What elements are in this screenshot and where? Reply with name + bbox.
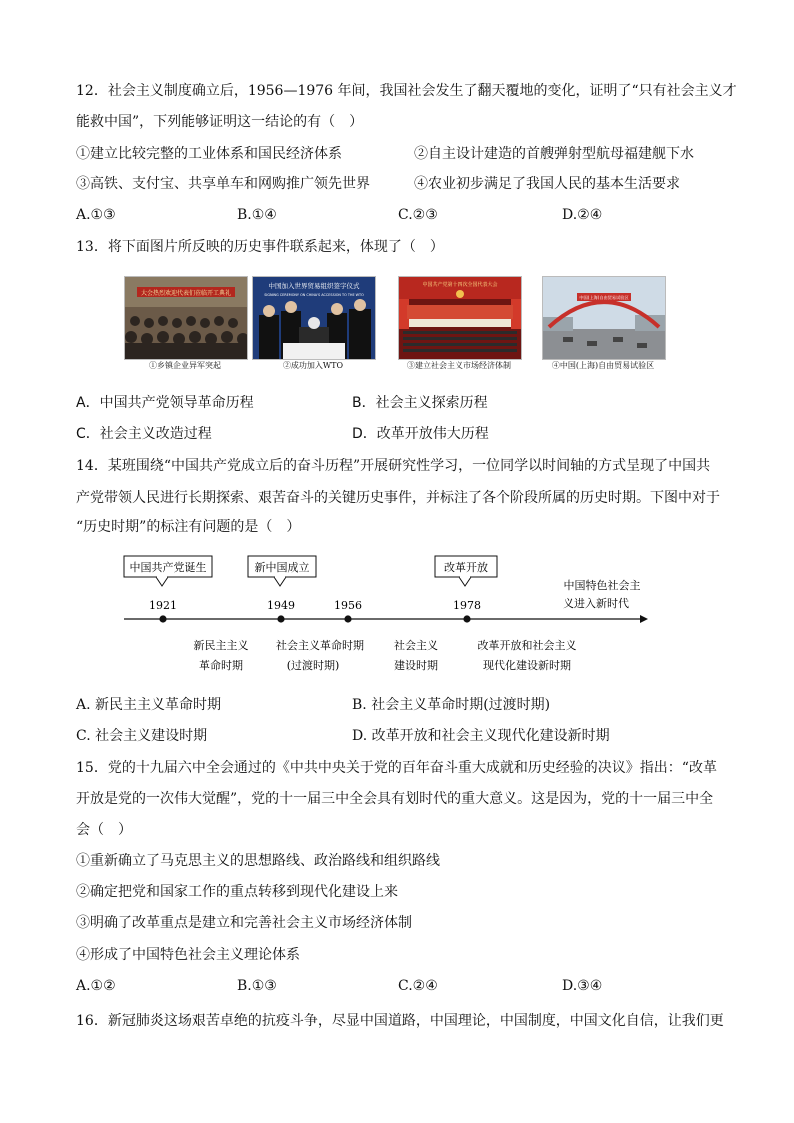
q12-item-1: ①建立比较完整的工业体系和国民经济体系 <box>76 146 342 162</box>
q12-item-4: ④农业初步满足了我国人民的基本生活要求 <box>414 176 680 192</box>
q12-item-3: ③高铁、支付宝、共享单车和网购推广领先世界 <box>76 176 370 192</box>
timeline-period-3-line2: 建设时期 <box>394 659 438 672</box>
timeline-year-1949: 1949 <box>267 599 295 612</box>
q15-option-a: A.①② <box>76 978 116 994</box>
q14-option-b: B. 社会主义革命时期(过渡时期) <box>352 697 551 713</box>
q14-option-d: D. 改革开放和社会主义现代化建设新时期 <box>352 728 610 744</box>
photo4-banner-text: 中国(上海)自由贸易试验区 <box>579 295 629 300</box>
timeline-period-3-line1: 社会主义 <box>394 639 438 652</box>
photo3-banner-text: 中国共产党第十四次全国代表大会 <box>422 282 498 288</box>
q15-option-d: D.③④ <box>562 978 603 994</box>
photo4-caption: ④中国(上海)自由贸易试验区 <box>551 361 655 370</box>
timeline-year-1956: 1956 <box>334 599 362 612</box>
timeline-event-4-label: 改革开放 <box>444 561 488 574</box>
photo1-banner-text: 大会热烈欢迎代表们莅临开工典礼 <box>140 290 232 297</box>
timeline-year-1921: 1921 <box>149 599 177 612</box>
q13-stem: 13．将下面图片所反映的历史事件联系起来，体现了（ ） <box>76 239 444 255</box>
q12-stem-line2: 能救中国”，下列能够证明这一结论的有（ ） <box>76 114 364 130</box>
photo3-caption: ③建立社会主义市场经济体制 <box>407 361 511 370</box>
q14-option-c: C. 社会主义建设时期 <box>76 728 208 744</box>
timeline-period-4-line2: 现代化建设新时期 <box>483 659 571 672</box>
q15-option-b: B.①③ <box>237 978 277 994</box>
q12-stem-line1: 12．社会主义制度确立后，1956—1976 年间，我国社会发生了翻天覆地的变化，证明了“只有社会主义才 <box>76 83 737 99</box>
timeline-dot-1978 <box>463 615 470 622</box>
photo-shanghai-ftz <box>542 276 666 360</box>
q14-stem-line1: 14．某班围绕“中国共产党成立后的奋斗历程”开展研究性学习，一位同学以时间轴的方式呈现了中国共 <box>76 458 711 474</box>
q12-option-b: B.①④ <box>237 207 277 223</box>
timeline-callout-cpc-founded <box>124 556 212 586</box>
photo2-caption: ②成功加入WTO <box>282 361 344 370</box>
q16-stem-line1: 16．新冠肺炎这场艰苦卓绝的抗疫斗争，尽显中国道路，中国理论，中国制度，中国文化自信，让我们更 <box>76 1013 724 1029</box>
q12-option-a: A.①③ <box>76 207 116 223</box>
q14-stem-line2: 产党带领人民进行长期探索、艰苦奋斗的关键历史事件，并标注了各个阶段所属的历史时期。下图中对于 <box>76 490 720 506</box>
q15-item-4: ④形成了中国特色社会主义理论体系 <box>76 947 300 963</box>
timeline-period-1-line2: 革命时期 <box>199 659 243 672</box>
timeline-period-2-line1: 社会主义革命时期 <box>276 639 364 652</box>
q15-item-2: ②确定把党和国家工作的重点转移到现代化建设上来 <box>76 884 398 900</box>
q15-stem-line2: 开放是党的一次伟大觉醒”，党的十一届三中全会具有划时代的重大意义。这是因为，党的十一届三中全 <box>76 791 714 807</box>
q12-item-2: ②自主设计建造的首艘弹射型航母福建舰下水 <box>414 146 694 162</box>
q15-stem-line3: 会（ ） <box>76 822 132 838</box>
timeline-dot-1956 <box>344 615 351 622</box>
timeline-year-1978: 1978 <box>453 599 481 612</box>
timeline-callout-prc-founded <box>248 556 316 586</box>
timeline-dot-1949 <box>277 615 284 622</box>
photo2-banner-text: 中国加入世界贸易组织签字仪式 <box>268 282 360 290</box>
q14-option-a: A. 新民主主义革命时期 <box>76 697 222 713</box>
q12-option-d: D.②④ <box>562 207 603 223</box>
timeline-dot-1921 <box>159 615 166 622</box>
q15-item-3: ③明确了改革重点是建立和完善社会主义市场经济体制 <box>76 915 412 931</box>
photo-14th-congress <box>398 276 522 360</box>
q13-option-d: D．改革开放伟大历程 <box>352 426 489 442</box>
timeline-event-1-label: 中国共产党诞生 <box>129 561 207 574</box>
timeline-period-1-line1: 新民主主义 <box>193 639 249 652</box>
timeline-period-2-line2: (过渡时期) <box>286 659 340 672</box>
q13-option-b: B．社会主义探索历程 <box>352 395 488 411</box>
photo1-caption: ①乡镇企业异军突起 <box>149 361 221 370</box>
history-timeline <box>118 548 658 678</box>
q14-stem-line3: “历史时期”的标注有问题的是（ ） <box>76 519 301 535</box>
q12-option-c: C.②③ <box>398 207 438 223</box>
timeline-event-2-label: 新中国成立 <box>254 561 310 574</box>
timeline-end-label-2: 义进入新时代 <box>563 597 629 610</box>
q13-option-a: A．中国共产党领导革命历程 <box>76 395 254 411</box>
q13-option-c: C．社会主义改造过程 <box>76 426 212 442</box>
timeline-end-label-1: 中国特色社会主 <box>563 579 641 592</box>
timeline-period-4-line1: 改革开放和社会主义 <box>477 639 577 652</box>
q15-item-1: ①重新确立了马克思主义的思想路线、政治路线和组织路线 <box>76 853 440 869</box>
photo-township-enterprises <box>124 276 248 360</box>
photo2-subtitle-text: SIGNING CEREMONY ON CHINA'S ACCESSION TO THE WTO <box>264 293 364 297</box>
timeline-callout-reform-opening <box>435 556 497 586</box>
timeline-arrow-head <box>640 615 648 623</box>
photo-wto-accession <box>252 276 376 360</box>
q15-option-c: C.②④ <box>398 978 438 994</box>
q15-stem-line1: 15．党的十九届六中全会通过的《中共中央关于党的百年奋斗重大成就和历史经验的决议》指出：“改革 <box>76 760 717 776</box>
